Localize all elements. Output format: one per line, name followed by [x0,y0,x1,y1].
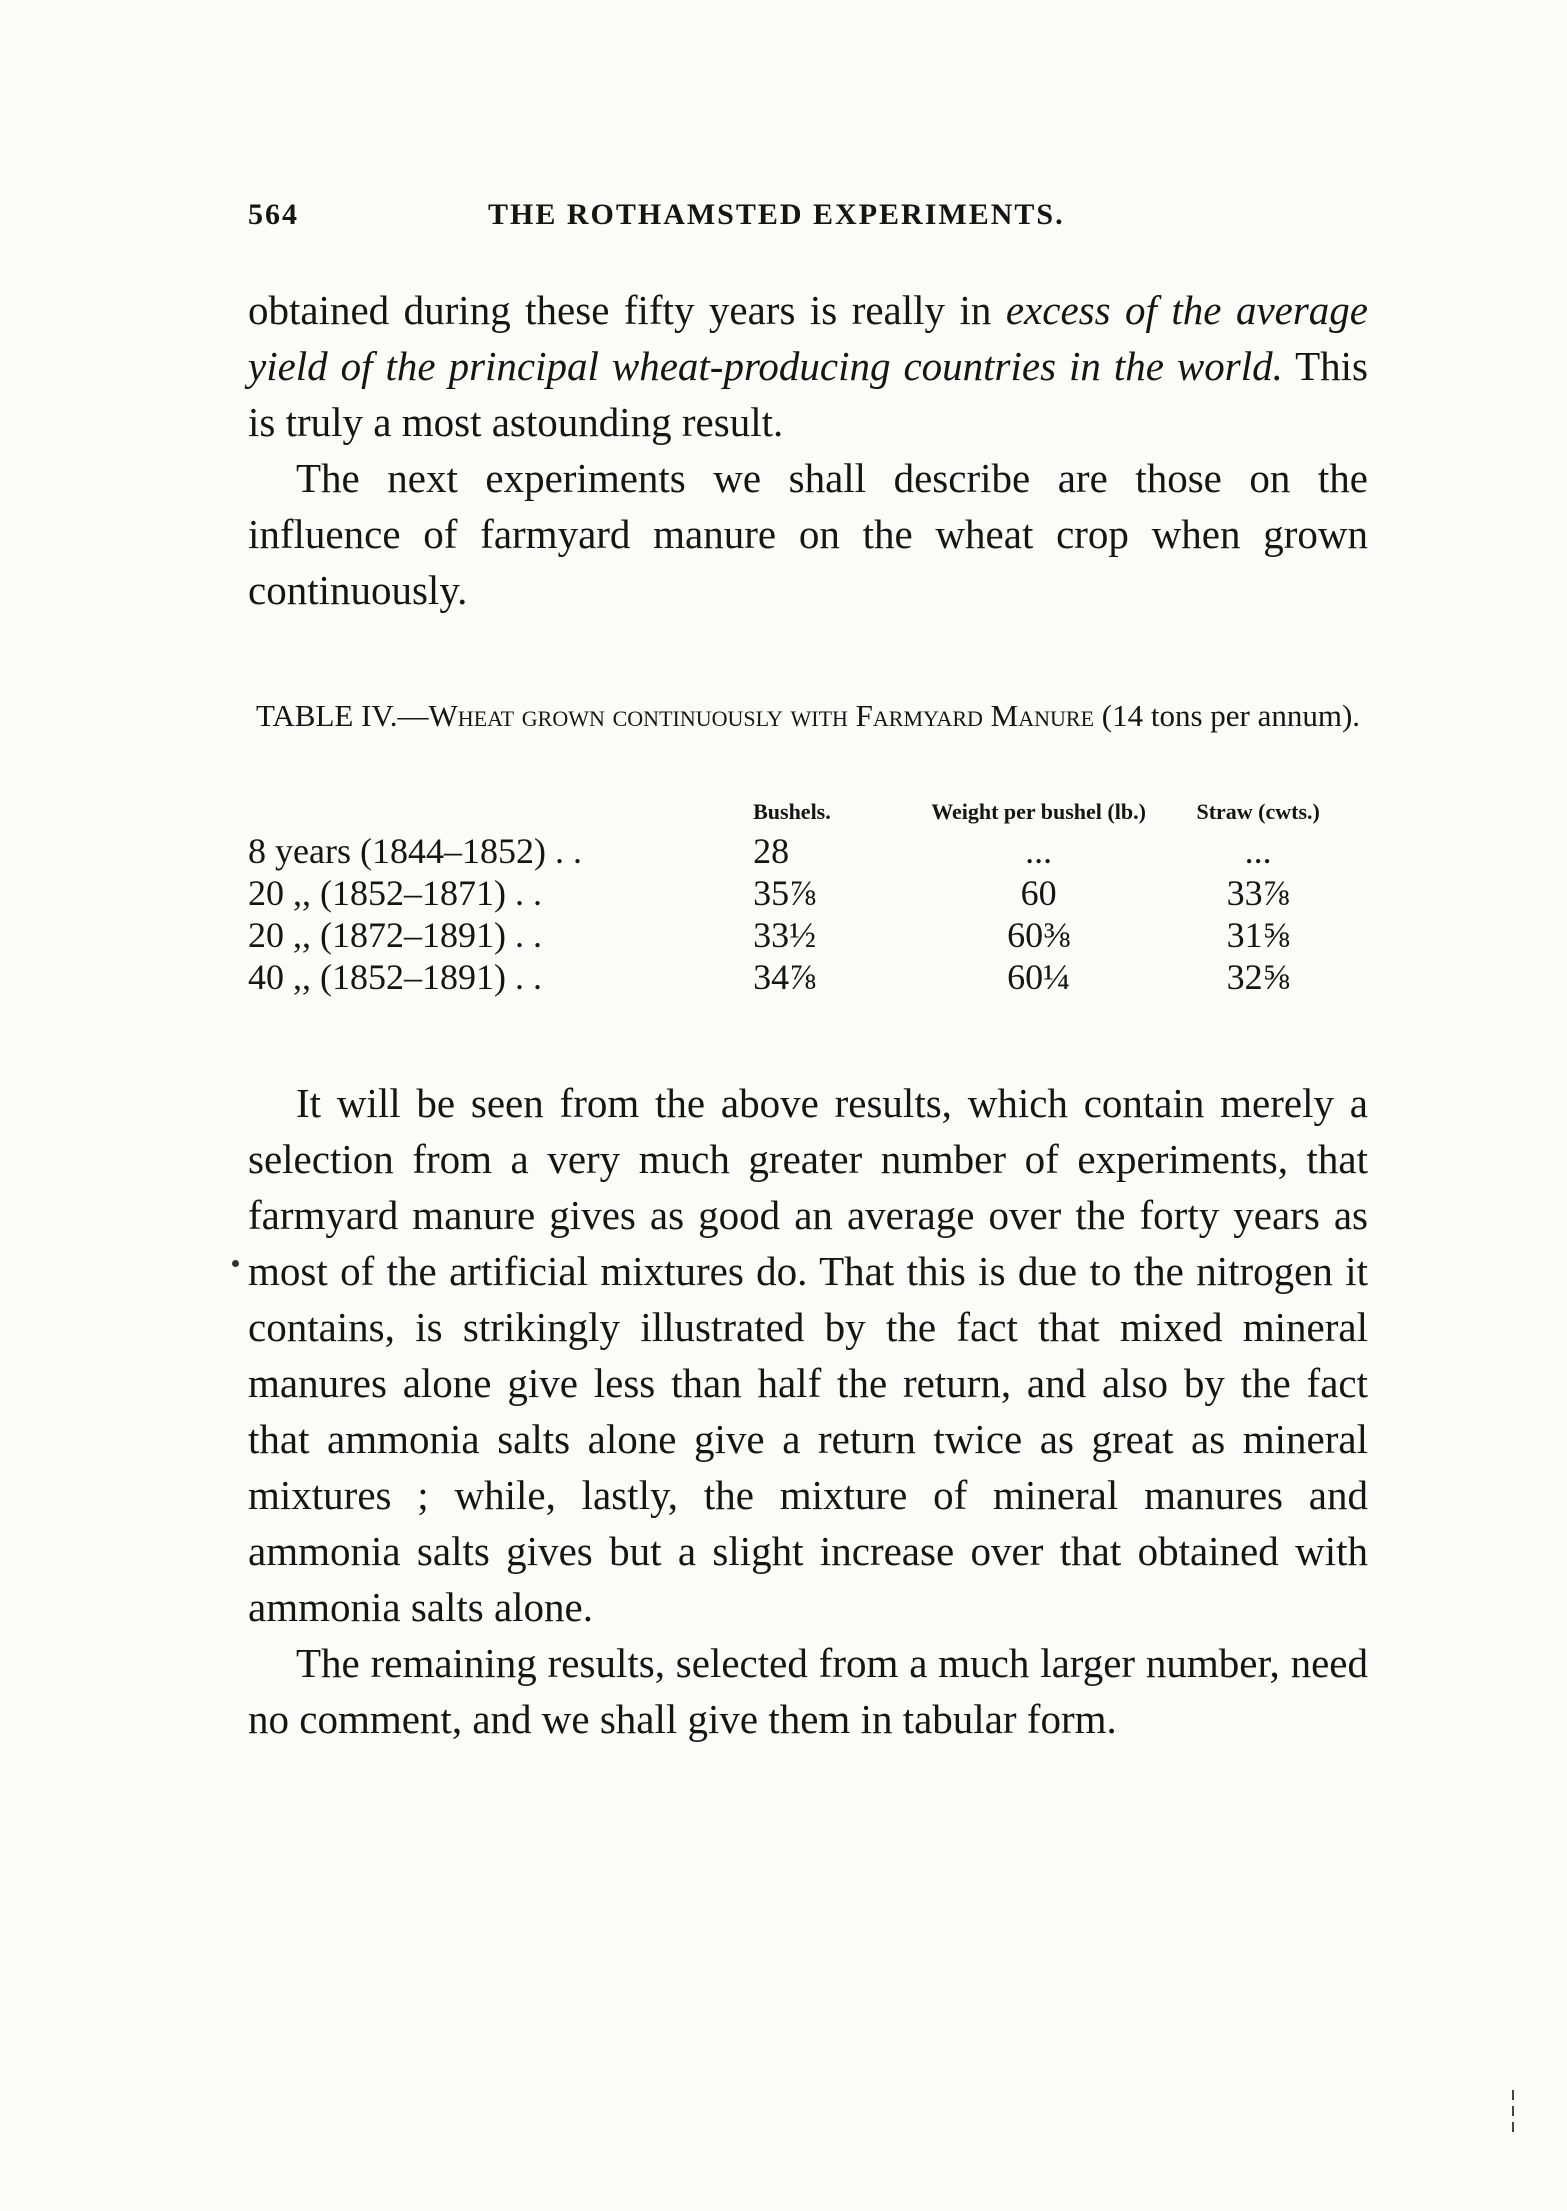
dot-leader: . . [554,831,582,871]
dot-leader: . . [514,915,542,955]
paragraph-next-experiments: The next experiments we shall describe are those on the influence of farmyard manure on the wheat crop when grown continuously. [248,455,1368,613]
row-period [248,914,753,956]
period-label: 20 ,, (1852–1871) [248,873,506,913]
table-row [248,830,1368,872]
header-blank [248,800,753,830]
cell-bushels: 35⅞ [753,873,817,913]
table-row [248,872,1368,914]
caption-title: Wheat grown continuously with Farmyard Manure [428,698,1095,733]
para1-text-a: obtained during these fifty years is really in [248,287,1006,333]
cell-straw: ... [1244,831,1272,871]
caption-table-number: TABLE IV.— [255,698,429,733]
caption-rate: (14 tons per annum). [1094,698,1361,733]
body-text-bottom [248,1075,1368,1747]
row-period [248,872,753,914]
body-text-top [248,282,1368,618]
wheat-yield-table [248,800,1368,998]
row-period [248,830,753,872]
dot-leader: . . [514,873,542,913]
scan-artifact-mark [1512,2090,1514,2134]
cell-bushels: 28 [753,831,790,871]
period-label: 8 years (1844–1852) [248,831,546,871]
para1-text-b: This is truly a most astounding result. [248,343,1368,445]
period-label: 20 ,, (1872–1891) [248,915,506,955]
margin-mark [232,1260,239,1267]
cell-straw: 31⅝ [1226,915,1290,955]
table-row [248,914,1368,956]
cell-weight: 60 [1020,873,1057,913]
header-bushels: Bushels. [753,799,831,824]
page-number: 564 [248,198,299,231]
cell-bushels: 34⅞ [753,957,817,997]
header-straw: Straw (cwts.) [1196,799,1320,824]
paragraph-remaining: The remaining results, selected from a much larger number, need no comment, and we shall give them in tabular form. [248,1640,1368,1742]
page-header [248,198,1368,248]
cell-weight: 60¼ [1007,957,1071,997]
cell-bushels: 33½ [753,915,817,955]
dot-leader: . . [514,957,542,997]
paragraph-continued [248,282,1368,450]
table-row [248,956,1368,998]
cell-straw: 32⅝ [1226,957,1290,997]
running-title: THE ROTHAMSTED EXPERIMENTS. [488,198,1065,231]
period-label: 40 ,, (1852–1891) [248,957,506,997]
paragraph-results: It will be seen from the above results, which contain merely a selection from a very much greater number of experiments, that farmyard manure gives as good an average over the forty years as most of the artificial mixtures do. That this is due to the nitrogen it contains, is strikingly illustrated by the fact that mixed mineral manures alone give less than half the return, and also by the fact that ammonia salts alone give a return twice as great as mineral mixtures ; while, lastly, the mixture of mineral manures and ammonia salts gives but a slight increase over that obtained with ammonia salts alone. [248,1080,1368,1630]
cell-weight: 60⅜ [1007,915,1071,955]
table-header-row [248,800,1368,830]
row-period [248,956,753,998]
cell-straw: 33⅞ [1226,873,1290,913]
para1-italic: excess of the average yield of the principal wheat-producing countries in the world. [248,287,1368,389]
header-weight: Weight per bushel (lb.) [931,799,1146,824]
table-caption [248,696,1368,736]
cell-weight: ... [1025,831,1053,871]
